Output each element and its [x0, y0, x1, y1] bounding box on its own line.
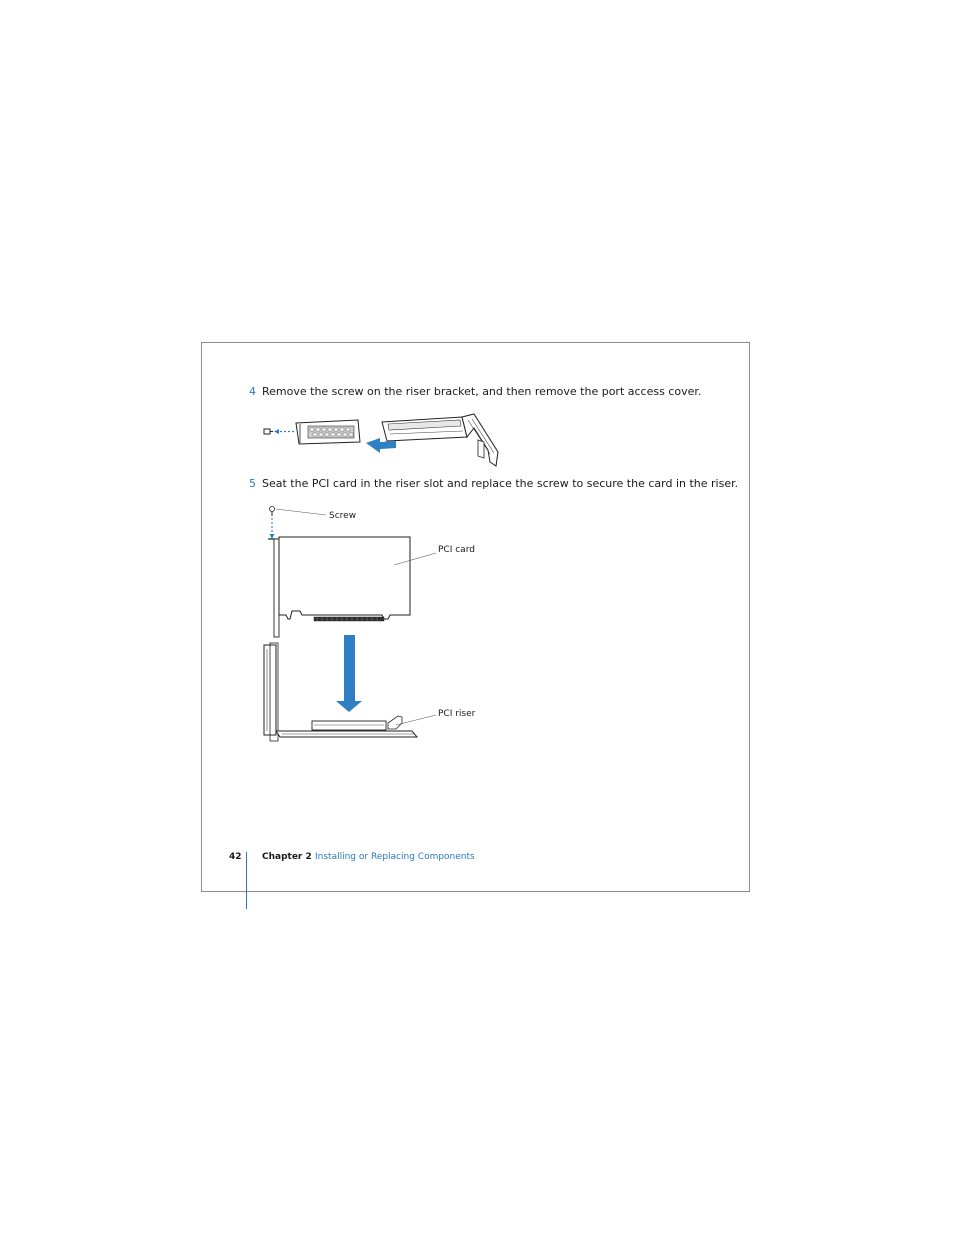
step-4: [249, 385, 701, 399]
callout-pci-riser: PCI riser: [438, 709, 476, 719]
step-5: [249, 477, 738, 491]
step-number: 4: [249, 385, 256, 398]
step-number: 5: [249, 477, 256, 490]
riser-bracket: [382, 414, 498, 466]
callout-pci-card: PCI card: [438, 545, 475, 555]
screw-icon: [270, 507, 275, 517]
page-number: 42: [229, 852, 242, 862]
screw-icon: [264, 429, 273, 434]
footer-divider: [246, 852, 247, 909]
pci-card: [279, 537, 410, 621]
arrow-down-icon: [336, 635, 362, 712]
pci-riser: [264, 643, 417, 741]
pci-card-bracket: [268, 539, 279, 637]
footer-chapter-label: Chapter 2: [262, 852, 312, 862]
step-text: Remove the screw on the riser bracket, and then remove the port access cover.: [262, 385, 702, 398]
callout-screw: Screw: [329, 511, 357, 521]
step-text: Seat the PCI card in the riser slot and replace the screw to secure the card in the riser.: [262, 477, 739, 490]
remove-cover-illustration: [262, 410, 507, 470]
port-access-cover: [296, 420, 360, 444]
footer-chapter-title: Installing or Replacing Components: [315, 852, 475, 862]
figure-remove-port-cover: [262, 410, 507, 470]
